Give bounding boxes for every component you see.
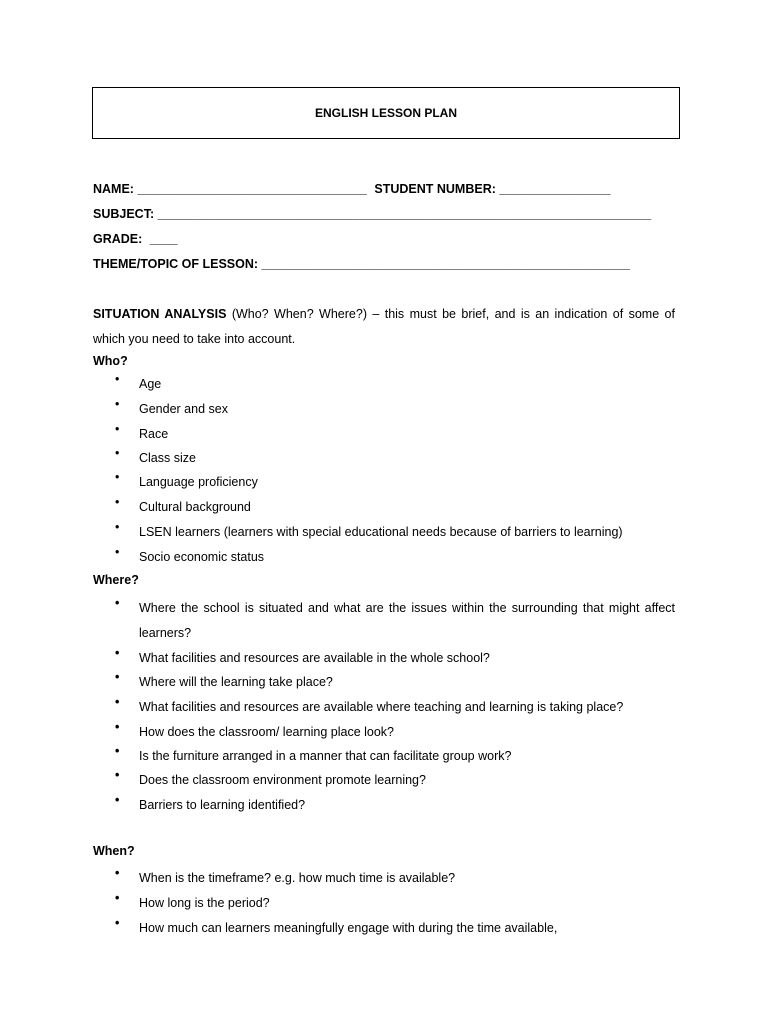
situation-text: (Who? When? Where?) – this must be brief, and is an indication of some of which you need to take into account. (93, 307, 675, 346)
list-item-text: Socio economic status (139, 550, 265, 564)
bullet: • (115, 495, 120, 509)
where-heading: Where? (93, 573, 139, 587)
grade-line (93, 231, 178, 247)
when-heading: When? (93, 844, 135, 858)
subject-line (93, 206, 651, 222)
bullet: • (115, 596, 120, 610)
student-number-label: STUDENT NUMBER: (374, 182, 496, 196)
page-title: ENGLISH LESSON PLAN (314, 106, 457, 120)
list-item-text: Barriers to learning identified? (139, 798, 306, 812)
bullet: • (115, 446, 120, 460)
bullet: • (115, 695, 120, 709)
subject-blank: _______________________________________________________________________ (157, 207, 652, 221)
who-heading: Who? (93, 354, 128, 368)
grade-blank: ____ (149, 232, 178, 246)
bullet: • (115, 720, 120, 734)
theme-label: THEME/TOPIC OF LESSON: (93, 257, 259, 271)
bullet: • (115, 891, 120, 905)
list-item-text: LSEN learners (learners with special educational needs because of barriers to learning) (139, 525, 623, 539)
list-item-text: What facilities and resources are available in the whole school? (139, 651, 490, 665)
bullet: • (115, 916, 120, 930)
subject-label: SUBJECT: (93, 207, 155, 221)
list-item-text: Does the classroom environment promote learning? (139, 773, 426, 787)
bullet: • (115, 670, 120, 684)
bullet: • (115, 422, 120, 436)
list-item-text: Is the furniture arranged in a manner that can facilitate group work? (139, 749, 512, 763)
list-item-text: How much can learners meaningfully engage with during the time available, (139, 921, 558, 935)
list-item-text: How long is the period? (139, 896, 270, 910)
list-item-text: What facilities and resources are available where teaching and learning is taking place? (139, 700, 624, 714)
list-item-text: Class size (139, 451, 196, 465)
student-number-blank: ________________ (499, 182, 611, 196)
situation-heading: SITUATION ANALYSIS (93, 307, 227, 321)
theme-line (93, 256, 630, 272)
list-item-text: Cultural background (139, 500, 251, 514)
list-item-text: Gender and sex (139, 402, 228, 416)
name-label: NAME: (93, 182, 134, 196)
bullet: • (115, 470, 120, 484)
list-item-text: When is the timeframe? e.g. how much time is available? (139, 871, 456, 885)
situation-analysis (93, 302, 675, 352)
bullet: • (115, 866, 120, 880)
list-item-text: Where the school is situated and what are the issues within the surrounding that might affect learners? (139, 601, 675, 640)
bullet: • (115, 768, 120, 782)
title-box (92, 87, 680, 139)
list-item-text: Race (139, 427, 169, 441)
list-item-text: How does the classroom/ learning place look? (139, 725, 394, 739)
list-item-text: Age (139, 377, 162, 391)
list-item-text: Language proficiency (139, 475, 258, 489)
bullet: • (115, 744, 120, 758)
bullet: • (115, 372, 120, 386)
name-blank: _________________________________ (137, 182, 367, 196)
bullet: • (115, 793, 120, 807)
list-item-text: Where will the learning take place? (139, 675, 333, 689)
bullet: • (115, 520, 120, 534)
theme-blank: _____________________________________________________ (261, 257, 630, 271)
grade-label: GRADE: (93, 232, 143, 246)
bullet: • (115, 545, 120, 559)
name-line (93, 181, 611, 197)
bullet: • (115, 646, 120, 660)
bullet: • (115, 397, 120, 411)
